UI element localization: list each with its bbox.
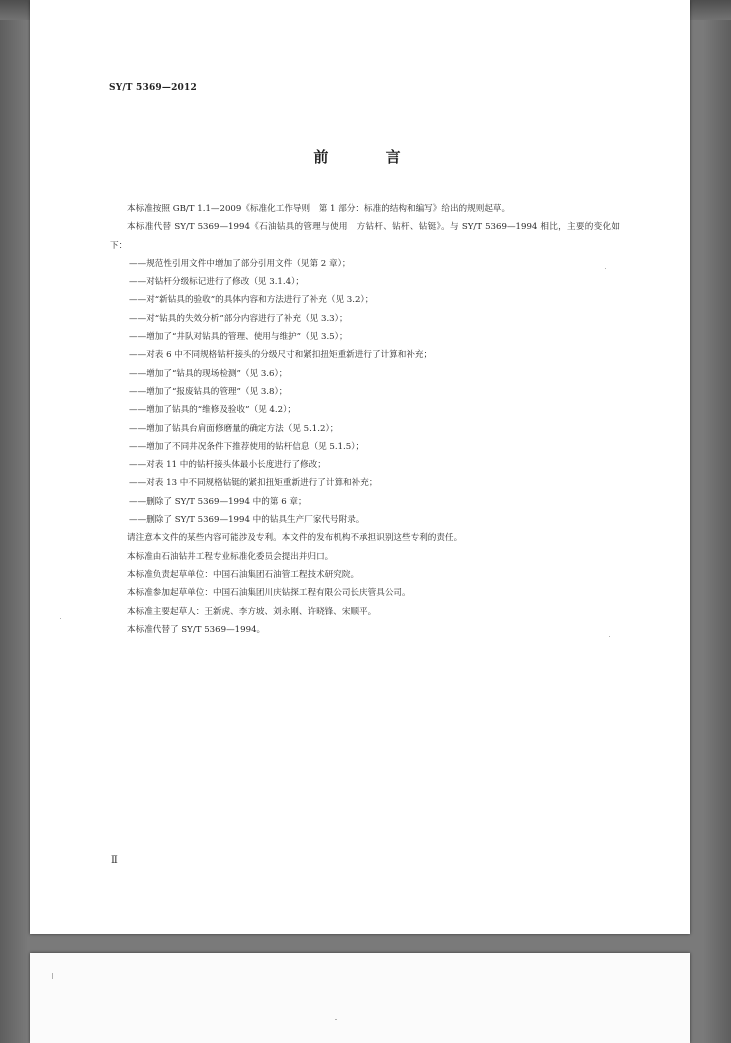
paragraph-lead-drafter: 本标准负责起草单位：中国石油集团石油管工程技术研究院。	[127, 569, 360, 580]
paragraph-main-drafters: 本标准主要起草人：王新虎、李方坡、刘永刚、许晓锋、宋顺平。	[127, 606, 377, 617]
document-page[interactable]	[30, 0, 690, 934]
change-item: ——删除了 SY/T 5369—1994 中的第 6 章；	[129, 496, 307, 507]
standard-code: SY/T 5369—2012	[109, 83, 197, 93]
paragraph-supersedes: 本标准代替了 SY/T 5369—1994。	[127, 624, 266, 635]
change-item: ——增加了“钻具的现场检测”（见 3.6）；	[129, 368, 288, 379]
change-item: ——规范性引用文件中增加了部分引用文件（见第 2 章）；	[129, 258, 351, 269]
next-document-page[interactable]	[30, 953, 690, 1043]
page-number: Ⅱ	[111, 855, 118, 866]
page-title: 前 言	[313, 148, 427, 166]
change-item: ——增加了钻具台肩面修磨量的确定方法（见 5.1.2）；	[129, 423, 339, 434]
change-item: ——对表 6 中不同规格钻杆接头的分级尺寸和紧扣扭矩重新进行了计算和补充；	[129, 350, 433, 361]
scan-speck	[605, 268, 606, 269]
change-item: ——对钻杆分级标记进行了修改（见 3.1.4）；	[129, 277, 304, 288]
change-item: ——对“新钻具的验收”的具体内容和方法进行了补充（见 3.2）；	[129, 295, 374, 306]
paragraph-drafting-rules: 本标准按照 GB/T 1.1—2009《标准化工作导则 第 1 部分：标准的结构和编写》给出的规则起草。	[127, 204, 511, 214]
foreword-body	[110, 200, 620, 639]
paragraph-replacement: 本标准代替 SY/T 5369—1994《石油钻具的管理与使用 方钻杆、钻杆、钻铤》。与 SY/T 5369—1994 相比，主要的变化如下：	[110, 222, 620, 251]
change-item: ——删除了 SY/T 5369—1994 中的钻具生产厂家代号附录。	[129, 515, 365, 526]
change-item: ——增加了“井队对钻具的管理、使用与维护”（见 3.5）；	[129, 332, 348, 343]
paragraph-participating-drafter: 本标准参加起草单位：中国石油集团川庆钻探工程有限公司长庆管具公司。	[127, 588, 411, 599]
scan-speck	[60, 618, 61, 619]
change-item: ——对表 13 中不同规格钻铤的紧扣扭矩重新进行了计算和补充；	[129, 478, 378, 489]
scan-speck	[335, 1019, 337, 1020]
change-item: ——对“钻具的失效分析”部分内容进行了补充（见 3.3）；	[129, 313, 348, 324]
change-item: ——增加了“报废钻具的管理”（见 3.8）；	[129, 386, 288, 397]
paragraph-proposer: 本标准由石油钻井工程专业标准化委员会提出并归口。	[127, 551, 334, 562]
change-item: ——增加了钻具的“维修及验收”（见 4.2）；	[129, 405, 296, 416]
paragraph-patent-notice: 请注意本文件的某些内容可能涉及专利。本文件的发布机构不承担识别这些专利的责任。	[127, 533, 463, 544]
scan-speck	[52, 973, 53, 979]
change-item: ——增加了不同井况条件下推荐使用的钻杆信息（见 5.1.5）；	[129, 441, 365, 452]
change-item: ——对表 11 中的钻杆接头体最小长度进行了修改；	[129, 460, 326, 471]
scan-speck	[609, 636, 610, 637]
